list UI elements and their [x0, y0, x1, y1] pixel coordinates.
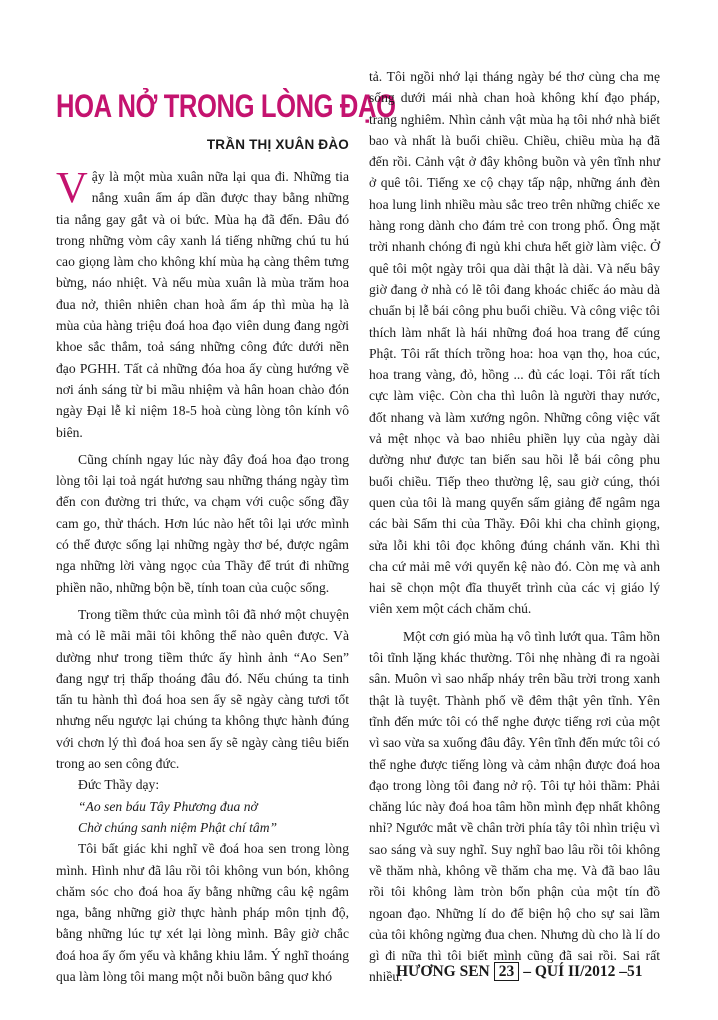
issue-period: – QUÍ II/2012 –: [523, 963, 628, 980]
paragraph: Tôi bất giác khi nghĩ về đoá hoa sen trong lòng mình. Hình như đã lâu rồi tôi không vun bón, không chăm sóc cho đoá hoa ấy bằng những câu kệ ngâm nga, bằng những giờ thực hành pháp môn tịnh độ, bằng những lúc tự xét lại lòng mình. Bây giờ chắc đoá hoa ấy ốm yếu và khẳng khiu lắm. Ý nghĩ thoáng qua làm lòng tôi mang một nỗi buồn bâng quơ khó: [56, 841, 349, 984]
verse-line: Chờ chúng sanh niệm Phật chí tâm”: [78, 819, 278, 835]
paragraph: Vậy là một mùa xuân nữa lại qua đi. Những tia nắng xuân ấm áp dần được thay bằng những tia nắng gay gắt và oi bức. Mùa hạ đã đến. Đâu đó trong những vòm cây xanh lá tiếng những chú tu hú cao giọng làm cho không khí mùa hạ càng thêm tưng bừng, náo nhiệt. Và nếu mùa xuân là mùa trăm hoa đua nở, thiên nhiên chan hoà ấm áp thì mùa hạ là mùa của hàng triệu đoá hoa đạo viên dung đang ngời khoe sắc thắm, toả sáng những công đức dưới nền đạo PGHH. Tất cả những đóa hoa ấy cùng hướng về nơi ánh sáng từ bi mầu nhiệm và hân hoan chào đón ngày Đại lễ kỉ niệm 18-5 hoà cùng lòng tôn kính vô biên.: [56, 163, 349, 440]
paragraph: Cũng chính ngay lúc này đây đoá hoa đạo trong lòng tôi lại toả ngát hương sau những tháng ngày tìm đến con đường tri thức, va chạm với cuộc sống đầy cam go, thử thách. Hơn lúc nào hết tôi lại ước mình có thể được sống lại những ngày thơ bé, được ngâm nga những lời vàng ngọc của Thầy để trút đi những phiền não, những bộn bề, tính toan của cuộc sống.: [56, 451, 349, 595]
quote-intro: Đức Thầy dạy:: [78, 777, 160, 793]
paragraph: Trong tiềm thức của mình tôi đã nhớ một chuyện mà có lẽ mãi mãi tôi không thể nào quên được. Và dường như trong tiềm thức ấy hình ảnh “Ao Sen” đang ngự trị thấp thoáng đâu đó. Nếu chúng ta tinh tấn tu hành thì đoá hoa sen ấy sẽ ngày càng tươi tốt nhưng nếu ngược lại chúng ta không thực hành đúng với chơn lý thì đoá hoa sen ấy sẽ ngày càng tiêu biến trong ao sen công đức.: [56, 606, 349, 772]
article-author: TRẦN THỊ XUÂN ĐÀO: [206, 137, 349, 152]
paragraph: Một cơn gió mùa hạ vô tình lướt qua. Tâm hồn tôi tĩnh lặng khác thường. Tôi nhẹ nhàng đi ra ngoài sân. Muôn vì sao nhấp nháy trên bầu trời trong xanh thật là tuyệt. Thành phố về đêm thật yên tĩnh. Yên tĩnh đến mức tôi có thể nghe được tiếng rơi của một vì sao vừa sa xuống đâu đây. Yên tĩnh đến mức tôi có thể nghe được tiếng lòng và cảm nhận được đoá hoa đạo trong lòng tôi đang nở rộ. Tôi tự hỏi thầm: Phải chăng lúc này đoá hoa tâm hồn mình đẹp nhất không nhỉ? Ngước mắt về chân trời phía tây tôi nhìn triệu vì sao sáng và suy nghĩ. Suy nghĩ bao lâu rồi tôi không về thăm nhà, không về thăm cha mẹ. Và đã bao lâu rồi tôi không làm tròn bổn phận của một tín đồ ngoan đạo. Những lí do để biện hộ cho sự sai lầm của tôi không ngừng đua chen. Nhưng dù cho là lí do gì đi nữa thì tôi biết mình cũng đã sai rồi. Sai rất nhiều.: [369, 628, 660, 985]
page-number: 51: [627, 963, 643, 980]
page-footer: [396, 962, 666, 981]
right-column: [369, 66, 660, 988]
verse-line: “Ao sen báu Tây Phương đua nở: [78, 798, 258, 814]
magazine-name: HƯƠNG SEN: [396, 963, 490, 980]
issue-number: 23: [494, 962, 520, 981]
paragraph: tả. Tôi ngồi nhớ lại tháng ngày bé thơ cùng cha mẹ sống dưới mái nhà chan hoà không khí đạo pháp, trang nghiêm. Nhìn cảnh vật mùa hạ tôi nhớ nhà biết bao và nhất là buổi chiều. Chiều, chiều mùa hạ đã đến rồi. Cảnh vật ở đây không buồn và yên tĩnh như ở quê tôi. Tiếng xe cộ chạy tấp nập, những ánh đèn hoa lung linh nhiều màu sắc treo trên những chiếc xe hàng rong dành cho đám trẻ con trong phố. Ông mặt trời nhanh chóng đi ngủ khi chưa hết giờ làm việc. Ở quê tôi một ngày trôi qua dài thật là dài. Và nếu bây giờ đang ở nhà có lẽ tôi đang khoác chiếc áo màu dà chuẩn bị lễ bái công phu buổi chiều. Và công việc tôi thích làm nhất là hái những đoá hoa trang để cúng Phật. Tôi rất thích trồng hoa: hoa vạn thọ, hoa cúc, hoa trang vàng, đỏ, hồng ... đủ các loại. Tôi rất tích cực làm việc. Còn cha thì luôn là người thay nước, đốt nhang và làm xướng ngôn. Những công việc vất vả mệt nhọc và bao nhiêu phiền lụy của ngày dài dường như được tan biến sau hồi lễ bái công phu buổi chiều. Tiếp theo thường lệ, sau giờ cúng, thói quen của tôi là mang quyển sấm giảng để ngâm nga các bài Sấm thi của Thầy. Đôi khi cha chỉnh giọng, sửa lỗi khi tôi đọc không đúng chánh văn. Khi thì cha cứ mải mê với quyển kệ nào đó. Còn mẹ và anh hai sẽ chọn một đĩa thuyết trình của các vị giáo lý viên xem một cách chăm chú.: [369, 69, 660, 617]
article-title: HOA NỞ TRONG LÒNG ĐẠO: [56, 88, 396, 124]
drop-cap: V: [56, 163, 88, 212]
left-column: [56, 163, 349, 987]
